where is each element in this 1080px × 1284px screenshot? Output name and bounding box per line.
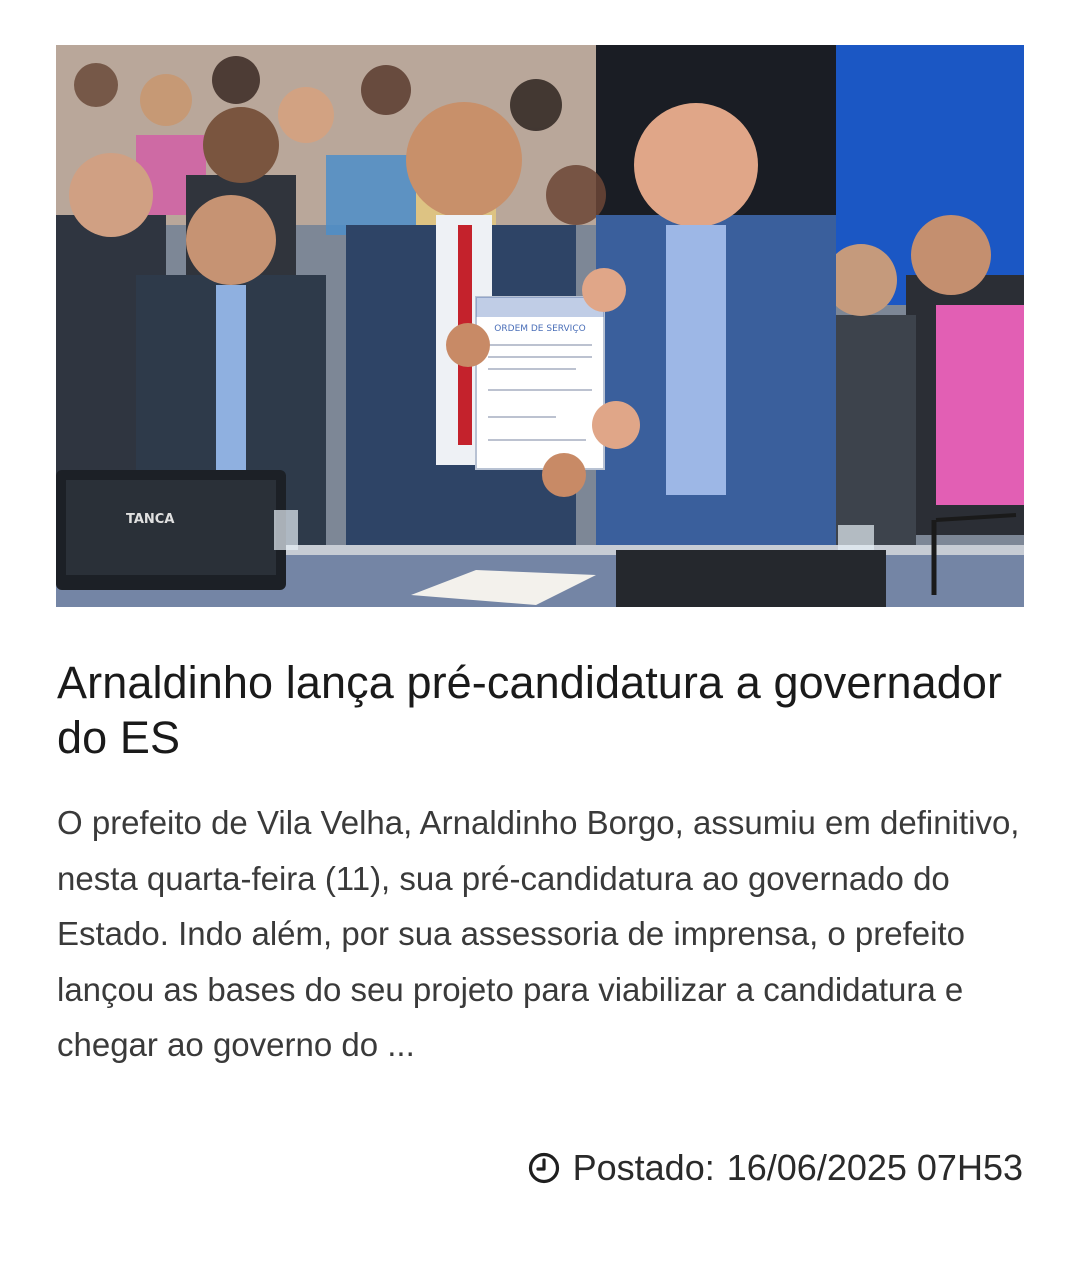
article-image	[56, 45, 1024, 607]
article-excerpt: O prefeito de Vila Velha, Arnaldinho Borgo, assumiu em definitivo, nesta quarta-feira (11), sua pré-candidatura ao governado do Estado. Indo além, por sua assessoria de imprensa, o prefeito lançou as bases do seu projeto para viabilizar a candidatura e chegar ao governo do ...	[57, 804, 1020, 1063]
clock-icon	[527, 1151, 561, 1185]
article-photo[interactable]	[56, 45, 1024, 607]
article-title[interactable]: Arnaldinho lança pré-candidatura a governador do ES	[57, 657, 1003, 763]
posted-label: Postado:	[572, 1147, 715, 1188]
monitor-brand: TANCA	[126, 512, 175, 527]
posted-datetime: 16/06/2025 07H53	[726, 1147, 1023, 1188]
document-heading: ORDEM DE SERVIÇO	[494, 324, 586, 334]
post-meta	[527, 1143, 1023, 1193]
